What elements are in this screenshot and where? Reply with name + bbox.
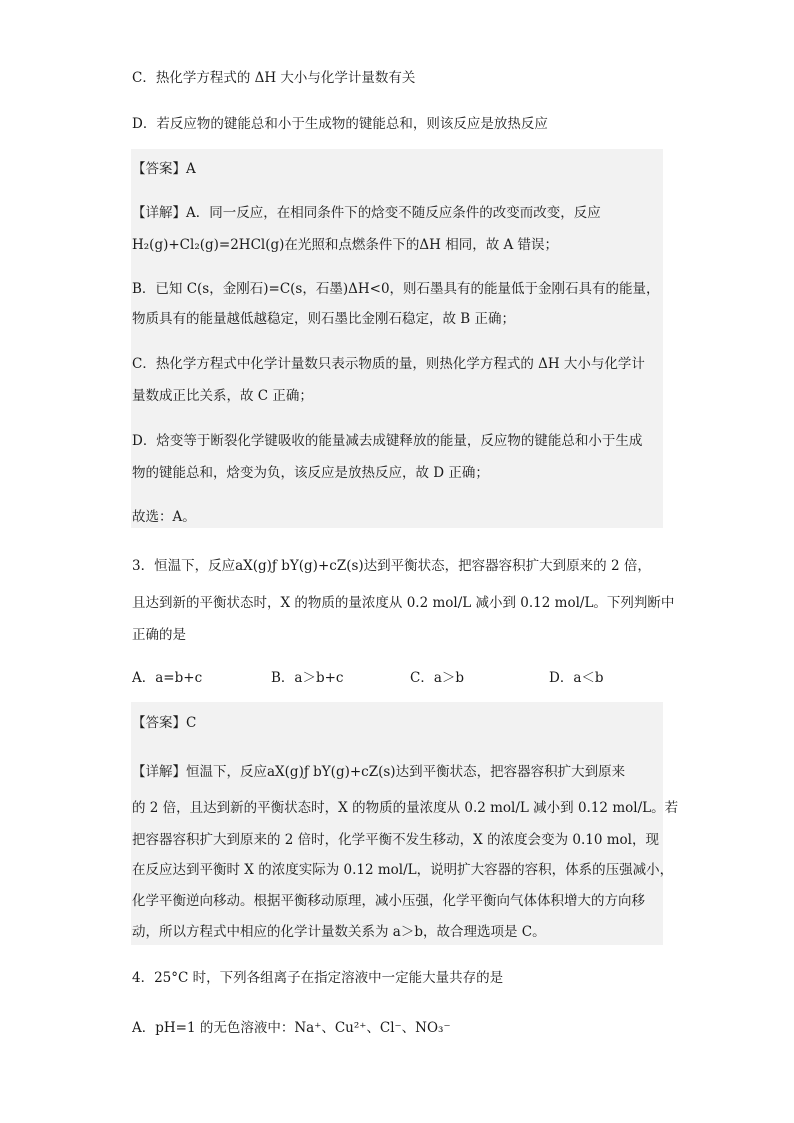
q4-stem: 4．25°C 时，下列各组离子在指定溶液中一定能大量共存的是 [132, 970, 504, 986]
q3-option-a: A．a=b+c [132, 670, 203, 686]
q2-answer: 【答案】A [132, 161, 196, 177]
q2-option-c: C．热化学方程式的 ΔH 大小与化学计量数有关 [132, 70, 416, 86]
q3-detail-line: 的 2 倍，且达到新的平衡状态时，X 的物质的量浓度从 0.2 mol/L 减小到 0.12 mol/L。若 [132, 800, 679, 816]
q2-detail-line: 故选：A。 [132, 509, 196, 525]
q2-detail-line: B．已知 C(s，金刚石)=C(s，石墨)ΔH<0，则石墨具有的能量低于金刚石具有的能量， [132, 281, 660, 297]
q2-detail-line: C．热化学方程式中化学计量数只表示物质的量，则热化学方程式的 ΔH 大小与化学计 [132, 356, 645, 372]
q4-option-a: A．pH=1 的无色溶液中：Na⁺、Cu²⁺、Cl⁻、NO₃⁻ [132, 1020, 451, 1036]
q3-answer: 【答案】C [132, 715, 197, 731]
q2-detail-line: 物质具有的能量越低越稳定，则石墨比金刚石稳定，故 B 正确； [132, 311, 516, 327]
q3-stem-line: 且达到新的平衡状态时，X 的物质的量浓度从 0.2 mol/L 减小到 0.12 mol/L。下列判断中 [132, 595, 675, 611]
q2-option-d: D．若反应物的键能总和小于生成物的键能总和，则该反应是放热反应 [132, 116, 548, 132]
q3-option-b: B．a＞b+c [271, 670, 344, 686]
q2-detail-line: 量数成正比关系，故 C 正确； [132, 388, 313, 404]
q3-detail-line: 把容器容积扩大到原来的 2 倍时，化学平衡不发生移动，X 的浓度会变为 0.10 mol，现 [132, 832, 659, 848]
q2-detail-line: 物的键能总和，焓变为负，该反应是放热反应，故 D 正确； [132, 465, 489, 481]
q3-detail-line: 【详解】恒温下，反应aX(g)ƒ bY(g)+cZ(s)达到平衡状态，把容器容积扩大到原来 [132, 764, 626, 780]
q3-option-c: C．a＞b [410, 670, 465, 686]
q2-detail-line: 【详解】A．同一反应，在相同条件下的焓变不随反应条件的改变而改变，反应 [132, 205, 601, 221]
q2-detail-line: D．焓变等于断裂化学键吸收的能量减去成键释放的能量，反应物的键能总和小于生成 [132, 433, 643, 449]
q2-detail-line: H₂(g)+Cl₂(g)=2HCl(g)在光照和点燃条件下的ΔH 相同，故 A 错误； [132, 237, 559, 253]
q3-detail-line: 化学平衡逆向移动。根据平衡移动原理，减小压强，化学平衡向气体体积增大的方向移 [132, 893, 645, 909]
q3-stem-line: 3．恒温下，反应aX(g)ƒ bY(g)+cZ(s)达到平衡状态，把容器容积扩大到原来的 2 倍， [132, 558, 651, 574]
q3-stem-line: 正确的是 [132, 627, 186, 643]
q3-detail-line: 在反应达到平衡时 X 的浓度实际为 0.12 mol/L，说明扩大容器的容积，体系的压强减小， [132, 862, 674, 878]
q3-detail-line: 动，所以方程式中相应的化学计量数关系为 a＞b，故合理选项是 C。 [132, 924, 546, 940]
q3-option-d: D．a＜b [549, 670, 604, 686]
